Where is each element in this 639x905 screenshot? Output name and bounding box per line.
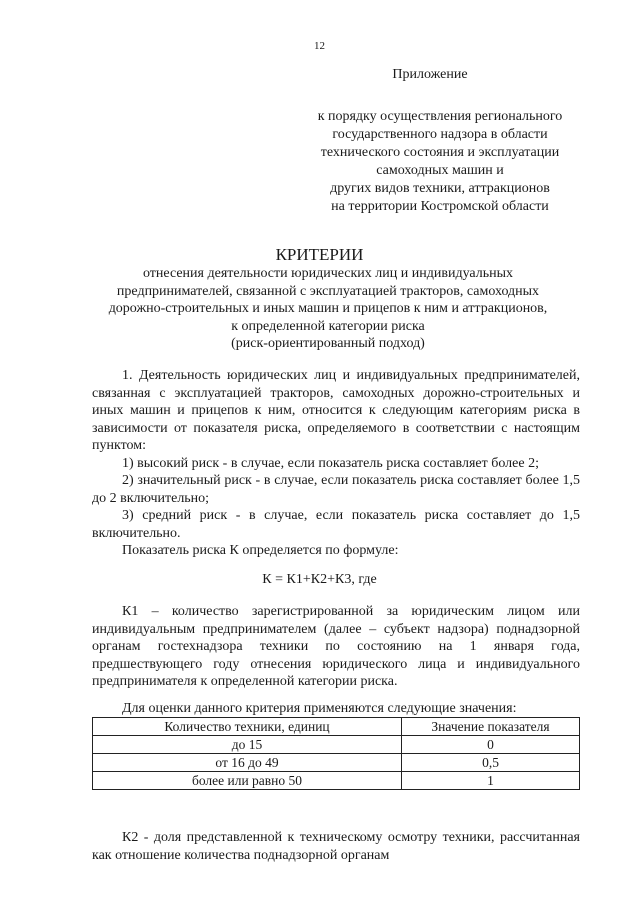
document-title: КРИТЕРИИ [275, 245, 364, 264]
table-intro: Для оценки данного критерия применяются следующие значения: [122, 701, 517, 716]
page-number: 12 [314, 40, 325, 52]
subtitle-line: к определенной категории риска [231, 318, 425, 334]
paragraph-significant-risk: 2) значительный риск - в случае, если показатель риска составляет более 1,5 до 2 включительно; [92, 473, 580, 506]
table-row [93, 754, 580, 772]
table-cell: 0,5 [402, 754, 580, 772]
subtitle-line: отнесения деятельности юридических лиц и индивидуальных [142, 266, 514, 281]
subtitle-line: предпринимателей, связанной с эксплуатацией тракторов, самоходных [116, 283, 540, 299]
subtitle-line: дорожно-строительных и иных машин и прицепов к ним и аттракционов, [108, 301, 548, 316]
table-cell: от 16 до 49 [93, 754, 402, 772]
table-cell: более или равно 50 [93, 772, 402, 790]
table-header-cell: Количество техники, единиц [93, 718, 402, 736]
appendix-line: технического состояния и эксплуатации [320, 145, 560, 160]
subtitle-line: (риск-ориентированный подход) [231, 336, 425, 351]
paragraph-medium-risk: 3) средний риск - в случае, если показатель риска составляет до 1,5 включительно. [92, 508, 580, 541]
paragraph-point-1: 1. Деятельность юридических лиц и индивидуальных предпринимателей, связанная с эксплуатацией тракторов, самоходных дорожно-строительных и иных машин и прицепов к ним, относится к следующим категориям риска в зависимости от показателя риска, определяемого в соответствии с настоящим пунктом: [92, 368, 580, 453]
appendix-title: Приложение [392, 67, 468, 82]
table-header-cell: Значение показателя [402, 718, 580, 736]
document-subtitle [78, 265, 578, 353]
table-cell: до 15 [93, 736, 402, 754]
appendix-line: к порядку осуществления регионального [317, 109, 563, 124]
paragraph-k2: К2 - доля представленной к техническому осмотру техники, рассчитанная как отношение количества поднадзорной органам [92, 830, 580, 863]
appendix-reference [300, 108, 580, 216]
appendix-line: самоходных машин и [376, 163, 504, 178]
paragraph-k1: К1 – количество зарегистрированной за юридическим лицом или индивидуальным предпринимателем (далее – субъект надзора) поднадзорной органам гостехнадзора техники по состоянию на 1 января года, предшествующего году отнесения юридического лица и индивидуального предпринимателя к определенной категории риска. [92, 604, 580, 689]
paragraph-formula-intro: Показатель риска К определяется по формуле: [122, 543, 399, 558]
body-text [92, 367, 580, 560]
table-cell: 0 [402, 736, 580, 754]
risk-formula: К = К1+К2+К3, где [262, 572, 377, 587]
paragraph-high-risk: 1) высокий риск - в случае, если показатель риска составляет более 2; [122, 455, 539, 471]
table-row [93, 736, 580, 754]
appendix-line: государственного надзора в области [332, 127, 548, 142]
table-row [93, 772, 580, 790]
criteria-table [92, 717, 580, 790]
table-header-row [93, 718, 580, 736]
appendix-line: других видов техники, аттракционов [330, 181, 550, 196]
appendix-line: на территории Костромской области [331, 199, 549, 214]
table-cell: 1 [402, 772, 580, 790]
